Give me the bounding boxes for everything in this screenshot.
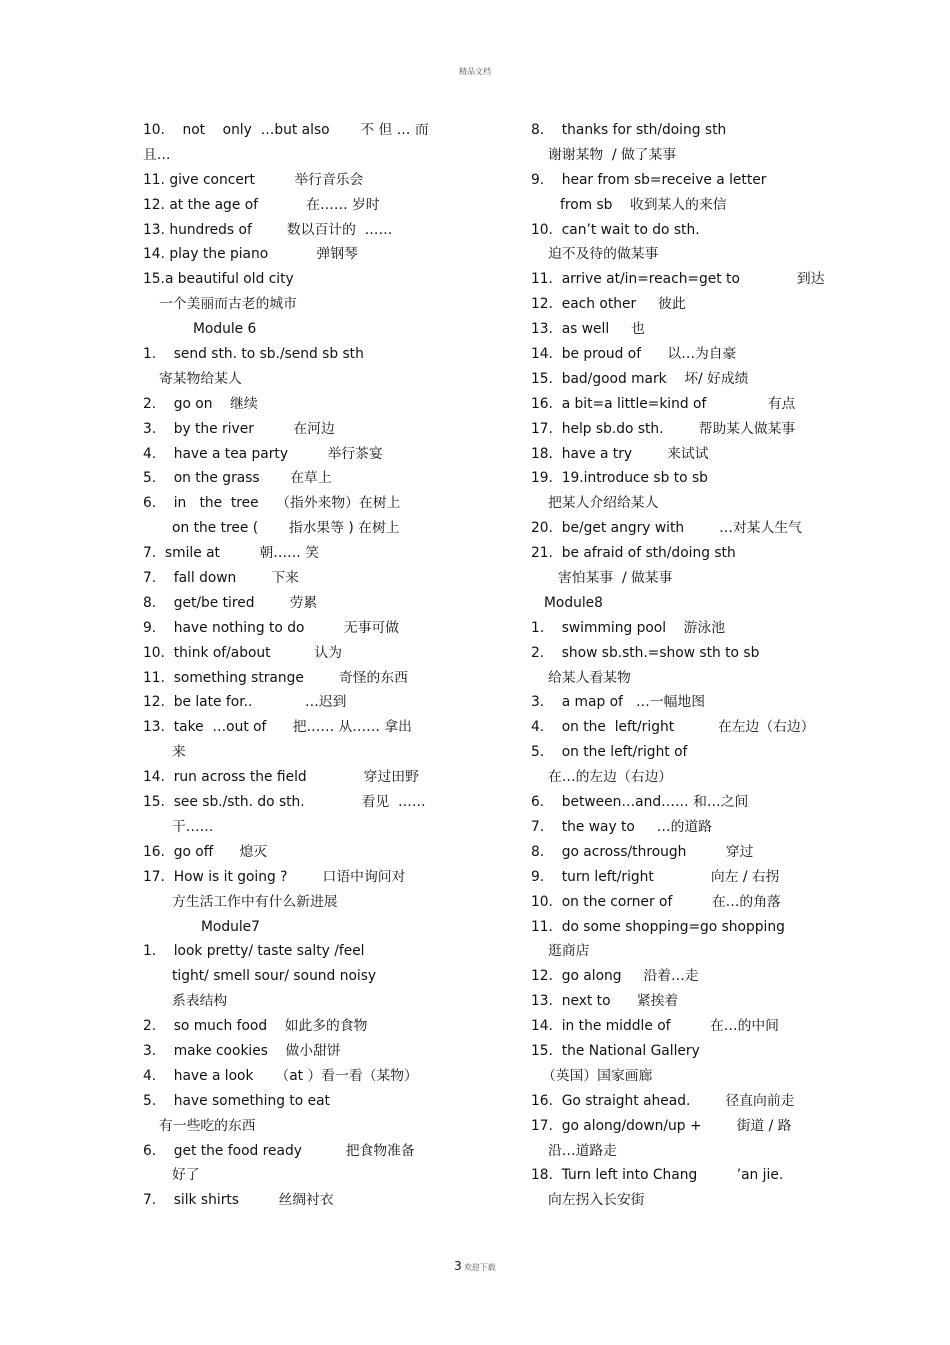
vocab-line: （英国）国家画廊 <box>542 1067 653 1084</box>
vocab-line: 12. each other 彼此 <box>531 296 686 313</box>
vocab-line: 9. turn left/right 向左 / 右拐 <box>531 868 780 885</box>
vocab-line: Module7 <box>201 918 260 935</box>
vocab-line: on the tree ( 指水果等 ) 在树上 <box>172 520 400 537</box>
vocab-line: 12. be late for.. …迟到 <box>143 694 347 711</box>
vocab-line: Module 6 <box>193 321 257 338</box>
vocab-line: 7. silk shirts 丝绸衬衣 <box>143 1192 334 1209</box>
vocab-line: 17. help sb.do sth. 帮助某人做某事 <box>531 420 796 437</box>
vocab-line: 把某人介绍给某人 <box>548 495 659 512</box>
vocab-line: 13. take …out of 把…… 从…… 拿出 <box>143 719 412 736</box>
vocab-line: 10. think of/about 认为 <box>143 644 343 661</box>
vocab-line: 4. have a look （at ）看一看（某物） <box>143 1067 418 1084</box>
vocab-line: 13. as well 也 <box>531 321 645 338</box>
vocab-line: 干…… <box>172 818 214 835</box>
vocab-line: 11. give concert 举行音乐会 <box>143 171 364 188</box>
vocab-line: 3. by the river 在河边 <box>143 420 335 437</box>
vocab-line: 11. arrive at/in=reach=get to 到达 <box>531 271 825 288</box>
vocab-line: 14. be proud of 以…为自豪 <box>531 346 737 363</box>
vocab-line: 2. go on 继续 <box>143 395 258 412</box>
vocab-line: 谢谢某物 / 做了某事 <box>548 146 677 163</box>
vocab-line: 18. have a try 来试试 <box>531 445 709 462</box>
vocab-line: 8. go across/through 穿过 <box>531 843 754 860</box>
vocab-line: 1. look pretty/ taste salty /feel <box>143 943 365 960</box>
vocab-line: 12. at the age of 在…… 岁时 <box>143 196 380 213</box>
vocab-line: 4. have a tea party 举行茶宴 <box>143 445 383 462</box>
vocab-line: 3. make cookies 做小甜饼 <box>143 1042 341 1059</box>
left-column <box>143 118 433 1213</box>
footer-text: 欢迎下载 <box>463 1263 496 1272</box>
vocab-line: 1. send sth. to sb./send sb sth <box>143 346 364 363</box>
vocab-line: 5. have something to eat <box>143 1092 330 1109</box>
vocab-line: 6. between…and…… 和…之间 <box>531 794 749 811</box>
vocab-line: 16. Go straight ahead. 径直向前走 <box>531 1092 795 1109</box>
vocab-line: 17. How is it going ? 口语中询问对 <box>143 868 406 885</box>
vocab-line: 害怕某事 / 做某事 <box>558 570 673 587</box>
vocab-line: 寄某物给某人 <box>159 370 242 387</box>
vocab-line: 9. hear from sb=receive a letter <box>531 171 767 188</box>
page-header: 精品文档 <box>459 67 491 76</box>
vocab-line: tight/ smell sour/ sound noisy <box>172 968 377 985</box>
vocab-line: from sb 收到某人的来信 <box>560 196 727 213</box>
vocab-line: 系表结构 <box>172 993 228 1010</box>
vocab-line: 来 <box>172 744 186 761</box>
vocab-line: 5. on the left/right of <box>531 744 688 761</box>
vocab-line: 10. can’t wait to do sth. <box>531 221 700 238</box>
vocab-line: 在…的左边（右边） <box>548 769 673 786</box>
vocab-line: 7. the way to …的道路 <box>531 818 712 835</box>
vocab-line: 6. in the tree （指外来物）在树上 <box>143 495 401 512</box>
vocab-line: 16. go off 熄灭 <box>143 843 268 860</box>
vocab-line: 13. hundreds of 数以百计的 …… <box>143 221 393 238</box>
vocab-line: 13. next to 紧挨着 <box>531 993 679 1010</box>
vocab-line: 3. a map of …一幅地图 <box>531 694 706 711</box>
vocab-line: 方生活工作中有什么新进展 <box>172 893 338 910</box>
vocab-line: 8. get/be tired 劳累 <box>143 594 318 611</box>
vocab-line: 15. bad/good mark 坏/ 好成绩 <box>531 370 749 387</box>
vocab-line: 20. be/get angry with …对某人生气 <box>531 520 802 537</box>
vocab-line: 向左拐入长安街 <box>548 1192 645 1209</box>
vocab-line: 14. run across the field 穿过田野 <box>143 769 419 786</box>
vocab-line: 15.a beautiful old city <box>143 271 294 288</box>
vocab-line: 2. so much food 如此多的食物 <box>143 1018 368 1035</box>
vocab-line: 12. go along 沿着…走 <box>531 968 699 985</box>
vocab-line: 沿…道路走 <box>548 1142 617 1159</box>
right-column <box>531 118 825 1213</box>
page-footer <box>0 1259 950 1273</box>
vocab-line: 16. a bit=a little=kind of 有点 <box>531 395 796 412</box>
vocab-line: 7. fall down 下来 <box>143 570 299 587</box>
vocab-line: 11. do some shopping=go shopping <box>531 918 785 935</box>
page-number: 3 <box>454 1259 462 1273</box>
vocab-line: 一个美丽而古老的城市 <box>159 296 297 313</box>
vocab-line: 有一些吃的东西 <box>159 1117 256 1134</box>
vocab-line: 好了 <box>172 1167 200 1184</box>
vocab-line: 且… <box>143 146 171 163</box>
vocab-line: 8. thanks for sth/doing sth <box>531 122 727 138</box>
vocab-line: 18. Turn left into Chang ’an jie. <box>531 1167 784 1184</box>
vocab-line: 给某人看某物 <box>548 669 631 686</box>
vocab-line: 6. get the food ready 把食物准备 <box>143 1142 415 1159</box>
vocab-line: 11. something strange 奇怪的东西 <box>143 669 408 686</box>
vocab-line: 19. 19.introduce sb to sb <box>531 470 708 487</box>
vocab-line: 14. in the middle of 在…的中间 <box>531 1018 779 1035</box>
vocab-line: 1. swimming pool 游泳池 <box>531 619 726 636</box>
vocab-line: 7. smile at 朝…… 笑 <box>143 545 320 562</box>
vocab-line: 迫不及待的做某事 <box>548 246 659 263</box>
vocab-line: 15. the National Gallery <box>531 1042 700 1059</box>
vocab-line: 21. be afraid of sth/doing sth <box>531 545 736 562</box>
vocab-line: Module8 <box>544 594 603 611</box>
vocab-line: 10. on the corner of 在…的角落 <box>531 893 781 910</box>
vocab-line: 逛商店 <box>548 943 590 960</box>
vocab-line: 5. on the grass 在草上 <box>143 470 332 487</box>
vocab-line: 10. not only …but also 不 但 … 而 <box>143 122 429 138</box>
vocab-line: 14. play the piano 弹钢琴 <box>143 246 358 263</box>
vocab-line: 17. go along/down/up + 街道 / 路 <box>531 1117 792 1134</box>
vocab-line: 9. have nothing to do 无事可做 <box>143 619 400 636</box>
vocab-line: 2. show sb.sth.=show sth to sb <box>531 644 760 661</box>
vocab-line: 4. on the left/right 在左边（右边） <box>531 719 815 736</box>
vocab-line: 15. see sb./sth. do sth. 看见 …… <box>143 794 426 811</box>
